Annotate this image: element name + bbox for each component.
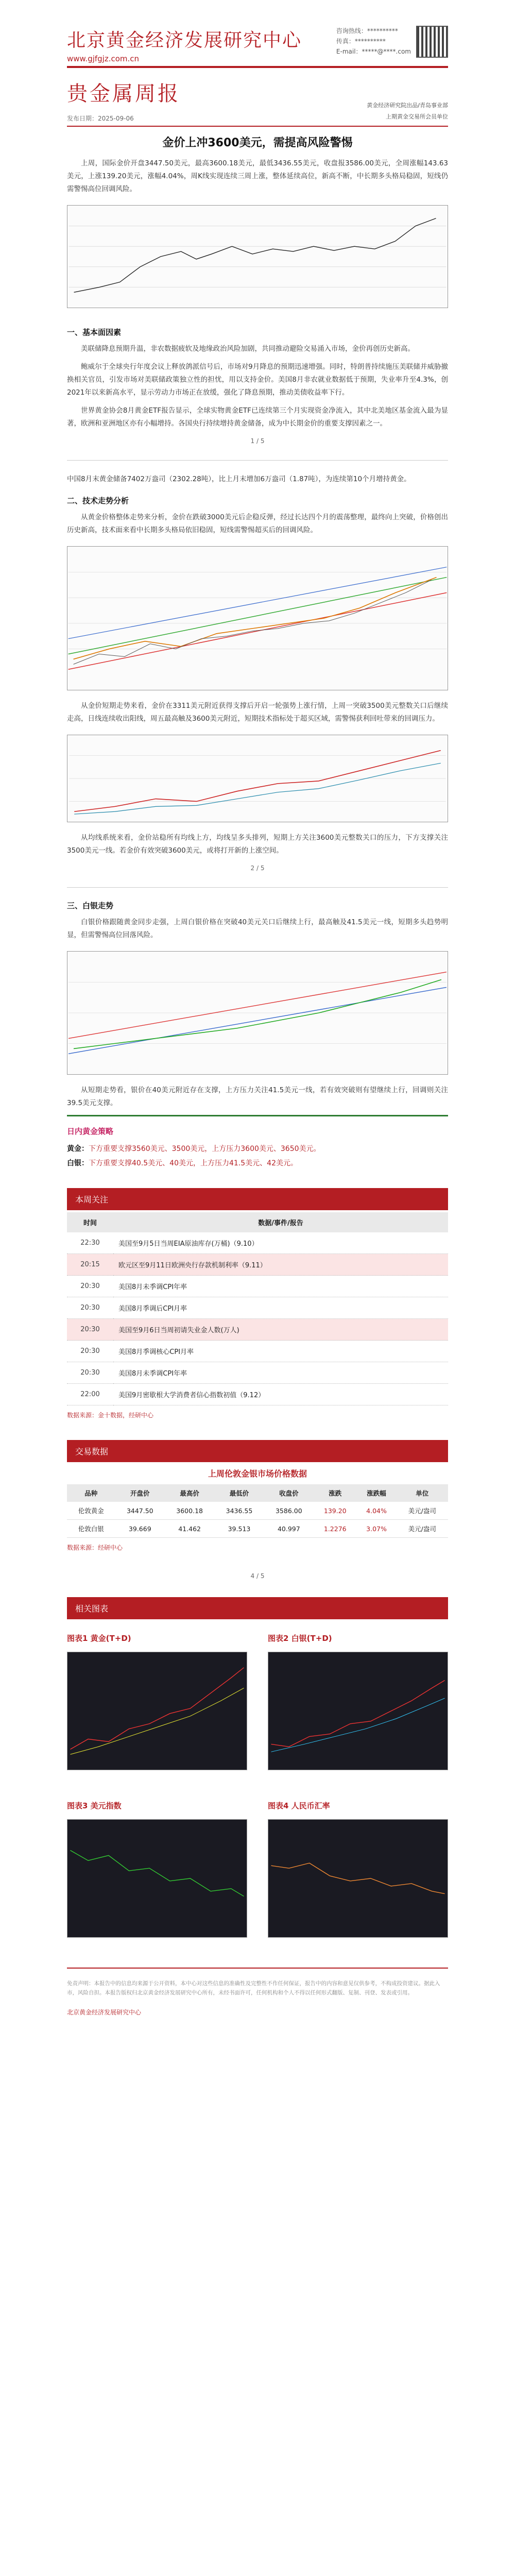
event-time: 20:30 bbox=[67, 1276, 113, 1297]
event-row bbox=[67, 1341, 448, 1362]
page-number: 1 / 5 bbox=[250, 437, 265, 445]
market-header: 收盘价 bbox=[264, 1484, 314, 1502]
chart-cell bbox=[67, 1633, 247, 1780]
contact-fax: 传真：********** bbox=[336, 38, 386, 45]
event-row bbox=[67, 1297, 448, 1319]
issue-date: 发布日期：2025-09-06 bbox=[67, 115, 134, 122]
title-divider bbox=[67, 126, 448, 127]
disclaimer-text: 免责声明：本报告中的信息均来源于公开资料，本中心对这些信息的准确性及完整性不作任何保证，报告中的内容和意见仅供参考，不构成投资建议。据此入市，风险自担。本报告版权归北京黄金经济发展研究中心所有，未经书面许可，任何机构和个人不得以任何形式翻版、复制、刊登、发表或引用。 bbox=[67, 1980, 440, 1996]
article-para: 白银价格跟随黄金同步走强，上周白银价格在突破40美元关口后继续上行，最高触及41.5美元一线，短期多头趋势明显，但需警惕高位回落风险。 bbox=[67, 918, 448, 939]
event-time: 22:30 bbox=[67, 1232, 113, 1254]
publication-name: 贵金属周报 bbox=[67, 82, 180, 106]
chart-title: 图表4 人民币汇率 bbox=[268, 1801, 330, 1810]
event-row bbox=[67, 1232, 448, 1254]
event-text: 美国8月未季调CPI年率 bbox=[113, 1362, 448, 1384]
event-row bbox=[67, 1362, 448, 1384]
event-text: 欧元区至9月11日欧洲央行存款机制利率（9.11） bbox=[113, 1254, 448, 1276]
strategy-box bbox=[67, 1115, 448, 1171]
chart-grid bbox=[67, 1633, 448, 1947]
report-header bbox=[67, 0, 448, 66]
footer-logo: 北京黄金经济发展研究中心 bbox=[67, 2009, 142, 2016]
event-row bbox=[67, 1319, 448, 1341]
contact-email[interactable]: E-mail：*****@****.com bbox=[336, 48, 411, 55]
event-row bbox=[67, 1384, 448, 1405]
market-cell: 3600.18 bbox=[165, 1502, 214, 1520]
events-header-text: 数据/事件/报告 bbox=[113, 1212, 448, 1232]
events-band: 本周关注 bbox=[67, 1188, 448, 1210]
article-para: 从短期走势看，银价在40美元附近存在支撑，上方压力关注41.5美元一线，若有效突破则有望继续上行，回调则关注39.5美元支撑。 bbox=[67, 1086, 448, 1107]
event-time: 22:00 bbox=[67, 1384, 113, 1405]
title-notes bbox=[367, 100, 448, 123]
event-text: 美国至9月5日当周EIA原油库存(万桶)（9.10） bbox=[113, 1232, 448, 1254]
chart-cell bbox=[268, 1800, 448, 1947]
market-cell: 40.997 bbox=[264, 1520, 314, 1538]
silver-levels-text: 下方重要支撑40.5美元、40美元，上方压力41.5美元、42美元。 bbox=[89, 1159, 298, 1167]
charts-band: 相关图表 bbox=[67, 1597, 448, 1619]
event-text: 美国8月季调后CPI月率 bbox=[113, 1297, 448, 1319]
contact-block bbox=[336, 26, 448, 66]
article-title: 金价上冲3600美元，需提高风险警惕 bbox=[162, 137, 353, 149]
market-cell: 3447.50 bbox=[115, 1502, 165, 1520]
cny-rate-chart bbox=[268, 1819, 448, 1938]
weekly-gold-chart bbox=[67, 205, 448, 308]
chart-title: 图表3 美元指数 bbox=[67, 1801, 122, 1810]
market-header: 单位 bbox=[397, 1484, 448, 1502]
title-row bbox=[67, 68, 448, 126]
market-cell: 美元/盎司 bbox=[397, 1520, 448, 1538]
article-para: 中国8月末黄金储备7402万盎司（2302.28吨），比上月末增加6万盎司（1.87吨），为连续第10个月增持黄金。 bbox=[67, 475, 411, 483]
gold-daily-chart bbox=[67, 735, 448, 822]
market-caption: 上周伦敦金银市场价格数据 bbox=[208, 1469, 307, 1479]
events-header-time: 时间 bbox=[67, 1212, 113, 1232]
article-para: 鲍威尔于全球央行年度会议上释放鸽派信号后，市场对9月降息的预期迅速增强。同时，特朗普持续施压美联储并威胁撤换相关官员，引发市场对美联储政策独立性的担忧，用以支持金价。美国8月非农就业数据低于预期，失业率升至4.3%，创2021年以来新高水平，显示劳动力市场正在放缓，强化了降息预期，推动美债收益率下行。 bbox=[67, 363, 448, 397]
org-name: 北京黄金经济发展研究中心 bbox=[67, 30, 302, 51]
chart-title: 图表1 黄金(T+D) bbox=[67, 1634, 131, 1643]
market-cell: 3.07% bbox=[357, 1520, 397, 1538]
market-header: 涨跌 bbox=[314, 1484, 357, 1502]
event-text: 美国至9月6日当周初请失业金人数(万人) bbox=[113, 1319, 448, 1341]
market-cell: 41.462 bbox=[165, 1520, 214, 1538]
event-text: 美国8月未季调CPI年率 bbox=[113, 1276, 448, 1297]
note-line: 上期黄金交易所会员单位 bbox=[386, 113, 448, 120]
article-para: 从均线系统来看，金价站稳所有均线上方，均线呈多头排列，短期上方关注3600美元整数关口的压力，下方支撑关注3500美元一线。若金价有效突破3600美元，或将打开新的上涨空间。 bbox=[67, 834, 448, 855]
chart-title: 图表2 白银(T+D) bbox=[268, 1634, 332, 1643]
event-time: 20:30 bbox=[67, 1297, 113, 1319]
contact-phone: 咨询热线：********** bbox=[336, 27, 398, 35]
market-cell: 1.2276 bbox=[314, 1520, 357, 1538]
note-line: 黄金经济研究院出品/青岛事业部 bbox=[367, 102, 448, 109]
events-source: 数据来源：金十数据，经研中心 bbox=[67, 1412, 154, 1419]
event-text: 美国8月季调核心CPI月率 bbox=[113, 1341, 448, 1362]
market-cell: 139.20 bbox=[314, 1502, 357, 1520]
market-source: 数据来源：经研中心 bbox=[67, 1544, 123, 1551]
market-header: 开盘价 bbox=[115, 1484, 165, 1502]
usd-index-chart bbox=[67, 1819, 247, 1938]
market-cell: 3436.55 bbox=[214, 1502, 264, 1520]
gold-levels-text: 下方重要支撑3560美元、3500美元，上方压力3600美元、3650美元。 bbox=[89, 1145, 321, 1153]
event-time: 20:30 bbox=[67, 1319, 113, 1341]
silver-td-chart bbox=[268, 1652, 448, 1770]
gold-td-chart bbox=[67, 1652, 247, 1770]
market-table bbox=[67, 1484, 448, 1538]
article-para: 从金价短期走势来看，金价在3311美元附近获得支撑后开启一轮强势上涨行情，上周一突破3500美元整数关口后继续走高，日线连续收出阳线，周五最高触及3600美元附近，短期技术指标处于超买区域，需警惕获利回吐带来的回调压力。 bbox=[67, 702, 448, 723]
market-cell: 39.669 bbox=[115, 1520, 165, 1538]
section-heading: 三、白银走势 bbox=[67, 901, 114, 910]
page-number: 4 / 5 bbox=[250, 1572, 265, 1580]
market-header: 品种 bbox=[67, 1484, 115, 1502]
article-para: 从黄金价格整体走势来分析，金价在跌破3000美元后企稳反弹，经过长达四个月的震荡整理，最终向上突破，价格创出历史新高，技术面来看中长期多头格局依旧稳固，短线需警惕超买后的回调风险。 bbox=[67, 513, 448, 534]
market-row bbox=[67, 1520, 448, 1538]
section-heading: 一、基本面因素 bbox=[67, 328, 122, 337]
gold-levels bbox=[67, 1142, 448, 1156]
event-text: 美国9月密歇根大学消费者信心指数初值（9.12） bbox=[113, 1384, 448, 1405]
market-header: 涨跌幅 bbox=[357, 1484, 397, 1502]
article-para: 世界黄金协会8月黄金ETF报告显示，全球实物黄金ETF已连续第三个月实现资金净流入，其中北美地区基金流入最为显著，欧洲和亚洲地区亦有小幅增持。各国央行持续增持黄金储备，成为中长期金价的重要支撑因素之一。 bbox=[67, 406, 448, 428]
chart-cell bbox=[67, 1800, 247, 1947]
gold-candlestick-chart bbox=[67, 546, 448, 690]
article-intro: 上周，国际金价开盘3447.50美元，最高3600.18美元，最低3436.55美元，收盘报3586.00美元，全周涨幅143.63美元，上涨139.20美元，涨幅4.04%，周K线实现连续三周上涨，整体延续高位，新高不断，中长期多头格局稳固，短线仍需警惕高位回调风险。 bbox=[67, 159, 448, 193]
page-number: 2 / 5 bbox=[250, 865, 265, 872]
event-row bbox=[67, 1276, 448, 1297]
market-cell: 伦敦白银 bbox=[67, 1520, 115, 1538]
market-cell: 3586.00 bbox=[264, 1502, 314, 1520]
market-cell: 伦敦黄金 bbox=[67, 1502, 115, 1520]
events-table bbox=[67, 1212, 448, 1405]
silver-candlestick-chart bbox=[67, 951, 448, 1075]
report-footer bbox=[67, 1968, 448, 2038]
event-time: 20:30 bbox=[67, 1362, 113, 1384]
org-site[interactable]: www.gjfgjz.com.cn bbox=[67, 54, 140, 63]
qr-code-icon bbox=[416, 26, 448, 58]
page-separator bbox=[67, 887, 448, 888]
silver-levels-label: 白银： bbox=[67, 1159, 89, 1167]
chart-cell bbox=[268, 1633, 448, 1780]
event-time: 20:30 bbox=[67, 1341, 113, 1362]
market-cell: 39.513 bbox=[214, 1520, 264, 1538]
market-row bbox=[67, 1502, 448, 1520]
section-heading: 二、技术走势分析 bbox=[67, 496, 129, 505]
market-band: 交易数据 bbox=[67, 1440, 448, 1462]
market-header: 最高价 bbox=[165, 1484, 214, 1502]
article-para: 美联储降息预期升温，非农数据疲软及地缘政治风险加剧，共同推动避险交易涌入市场，金价再创历史新高。 bbox=[81, 345, 415, 353]
market-cell: 美元/盎司 bbox=[397, 1502, 448, 1520]
event-time: 20:15 bbox=[67, 1254, 113, 1276]
market-cell: 4.04% bbox=[357, 1502, 397, 1520]
org-block bbox=[67, 26, 302, 66]
event-row bbox=[67, 1254, 448, 1276]
silver-levels bbox=[67, 1156, 448, 1171]
gold-levels-label: 黄金： bbox=[67, 1145, 89, 1153]
page-separator bbox=[67, 460, 448, 461]
market-header: 最低价 bbox=[214, 1484, 264, 1502]
strategy-heading: 日内黄金策略 bbox=[67, 1127, 114, 1136]
